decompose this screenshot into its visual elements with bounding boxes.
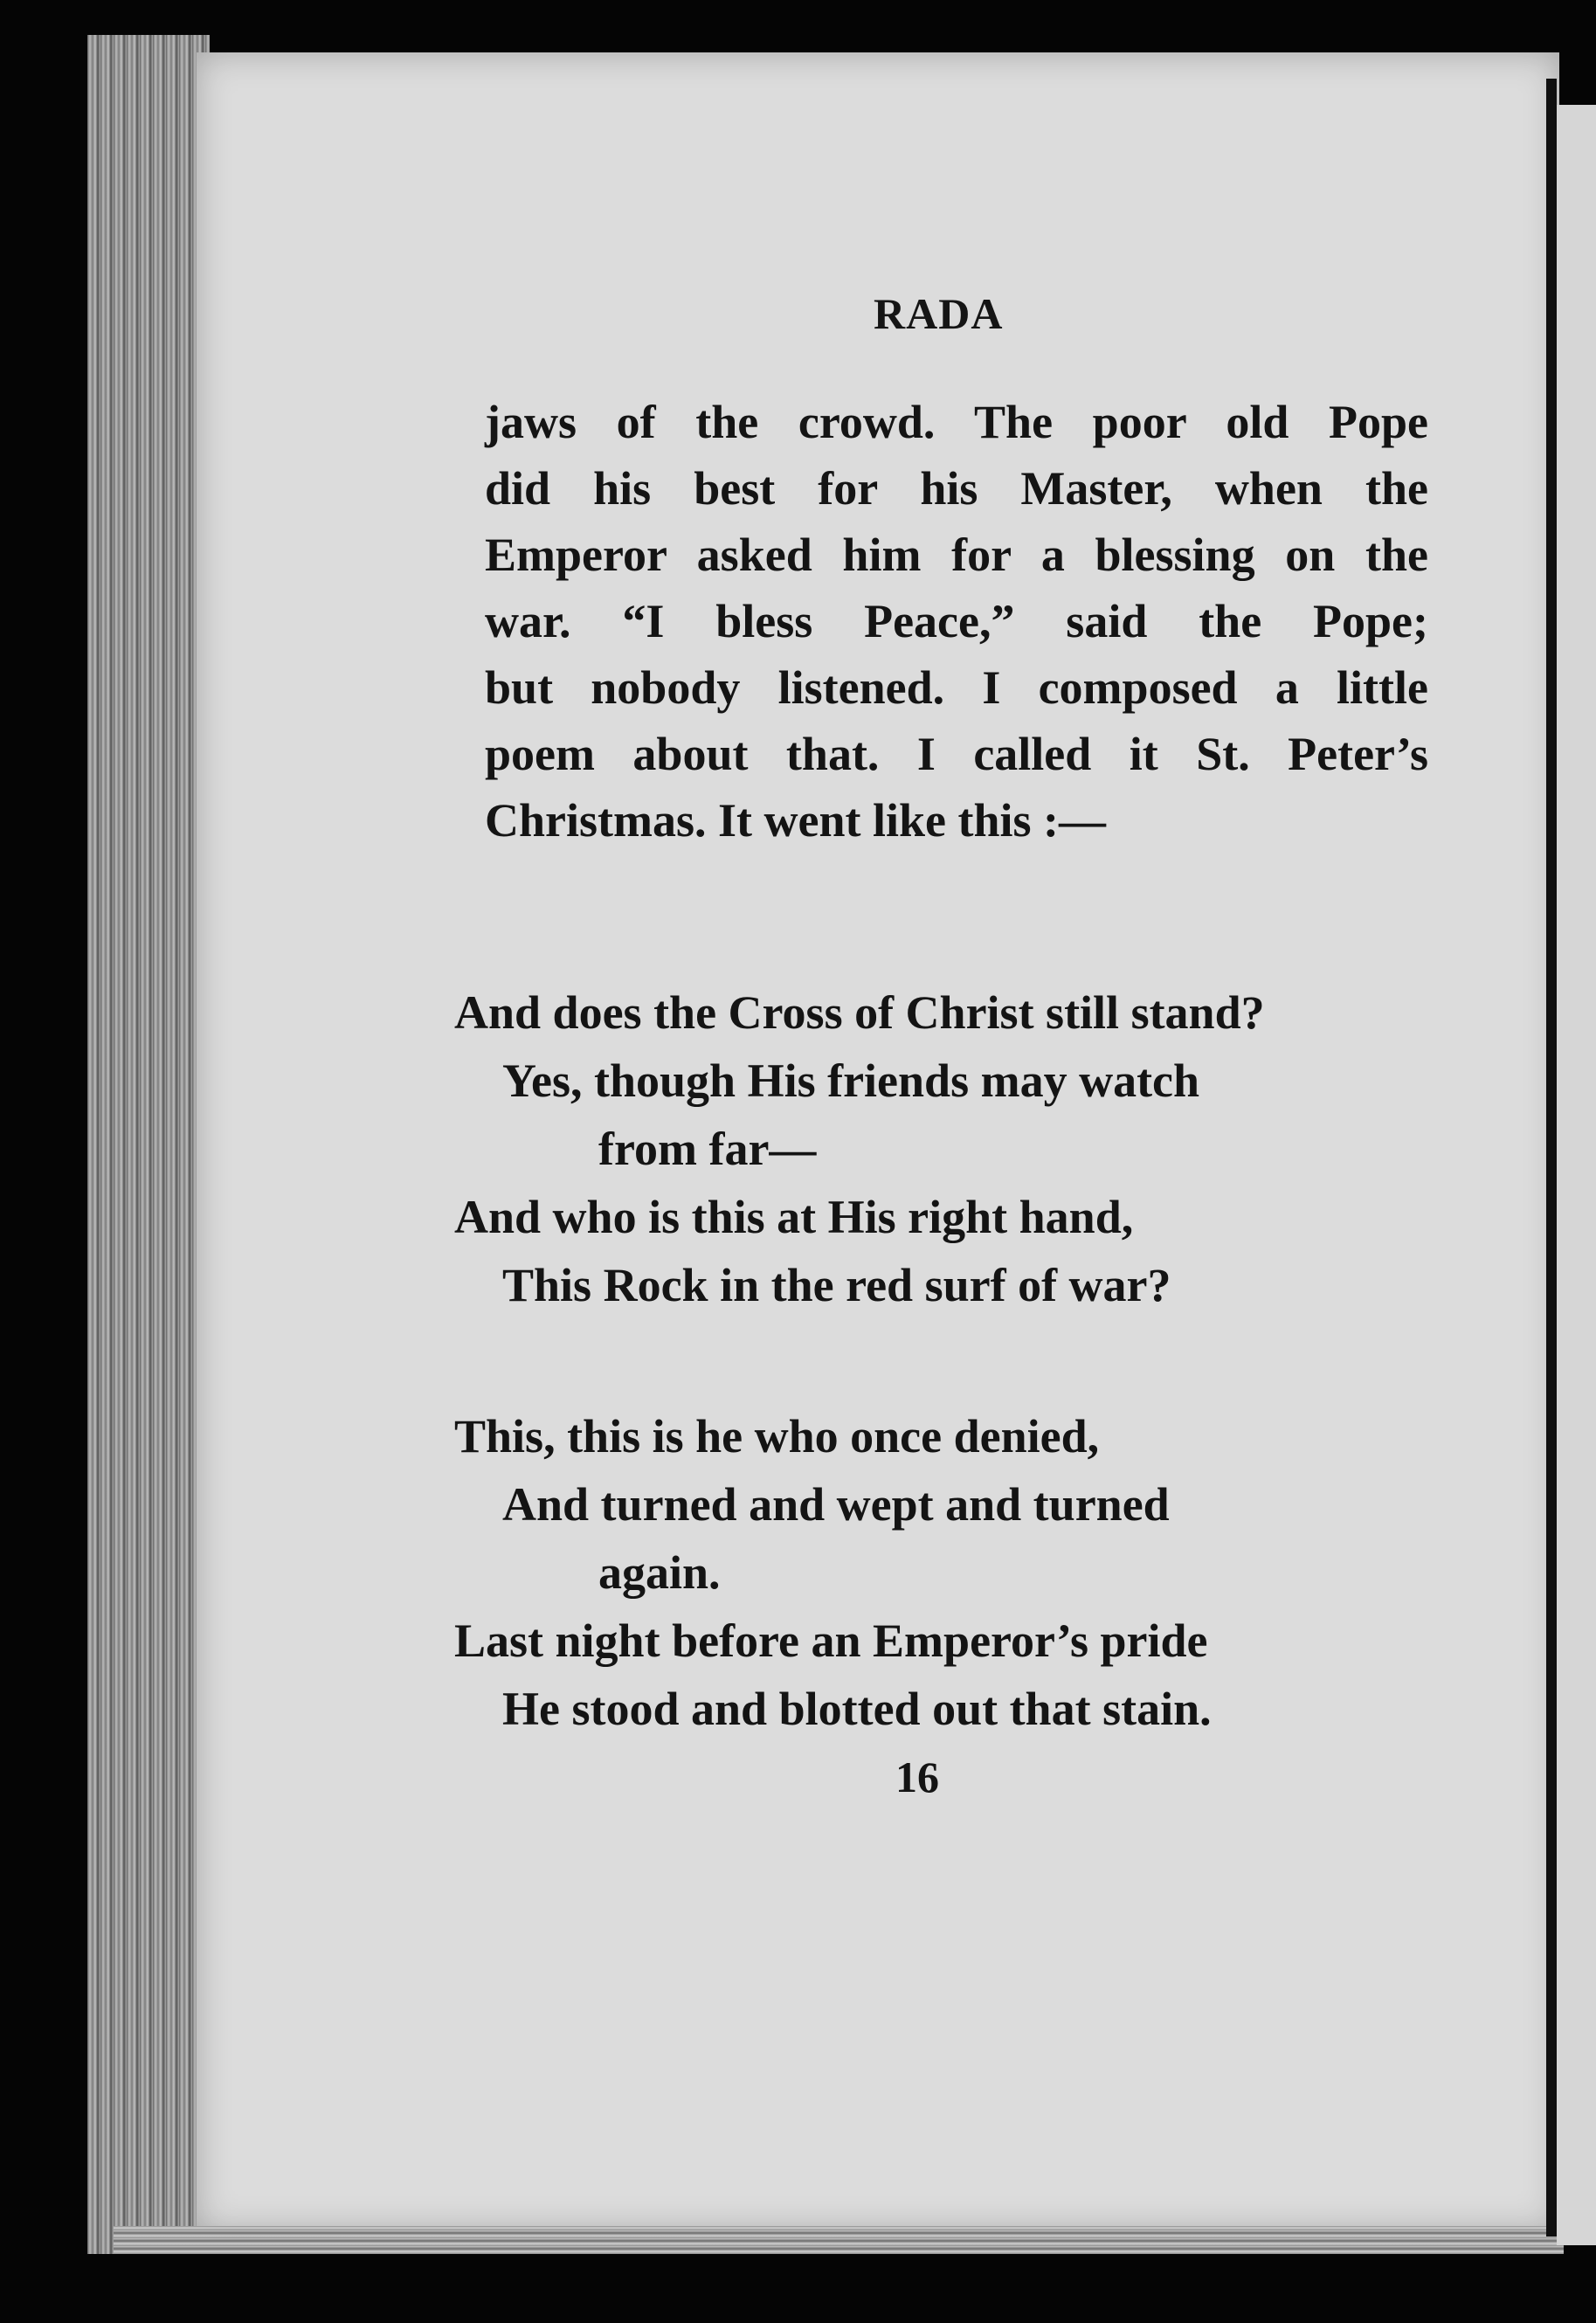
page-gutter-shadow xyxy=(1546,79,1557,2237)
prose-line: but nobody listened. I composed a little xyxy=(485,661,1428,714)
running-head: RADA xyxy=(874,289,1004,338)
prose-paragraph xyxy=(485,389,1428,854)
prose-line: Christmas. It went like this :— xyxy=(485,794,1106,847)
verse-line: Last night before an Emperor’s pride xyxy=(454,1614,1208,1667)
prose-line: jaws of the crowd. The poor old Pope xyxy=(485,396,1428,448)
verse-line: And turned and wept and turned xyxy=(502,1478,1170,1531)
verse-line: He stood and blotted out that stain. xyxy=(502,1683,1212,1735)
prose-line: poem about that. I called it St. Peter’s xyxy=(485,728,1428,780)
prose-line: war. “I bless Peace,” said the Pope; xyxy=(485,595,1428,647)
book-spine-edge xyxy=(87,35,210,2254)
verse-line: again. xyxy=(598,1546,721,1599)
verse-line: This, this is he who once denied, xyxy=(454,1410,1100,1462)
verse-line: This Rock in the red surf of war? xyxy=(502,1259,1171,1311)
verse-line: Yes, though His friends may watch xyxy=(502,1054,1200,1107)
prose-line: Emperor asked him for a blessing on the xyxy=(485,529,1428,581)
poem-stanza-1 xyxy=(454,978,1433,1319)
page-number: 16 xyxy=(895,1753,939,1801)
verse-line: And does the Cross of Christ still stand? xyxy=(454,986,1265,1039)
poem-stanza-2 xyxy=(454,1402,1433,1743)
adjacent-page-edge xyxy=(1557,105,1596,2245)
verse-line: And who is this at His right hand, xyxy=(454,1191,1134,1243)
verse-line: from far— xyxy=(598,1123,817,1175)
book-bottom-edge xyxy=(114,2226,1564,2254)
prose-line: did his best for his Master, when the xyxy=(485,462,1428,515)
